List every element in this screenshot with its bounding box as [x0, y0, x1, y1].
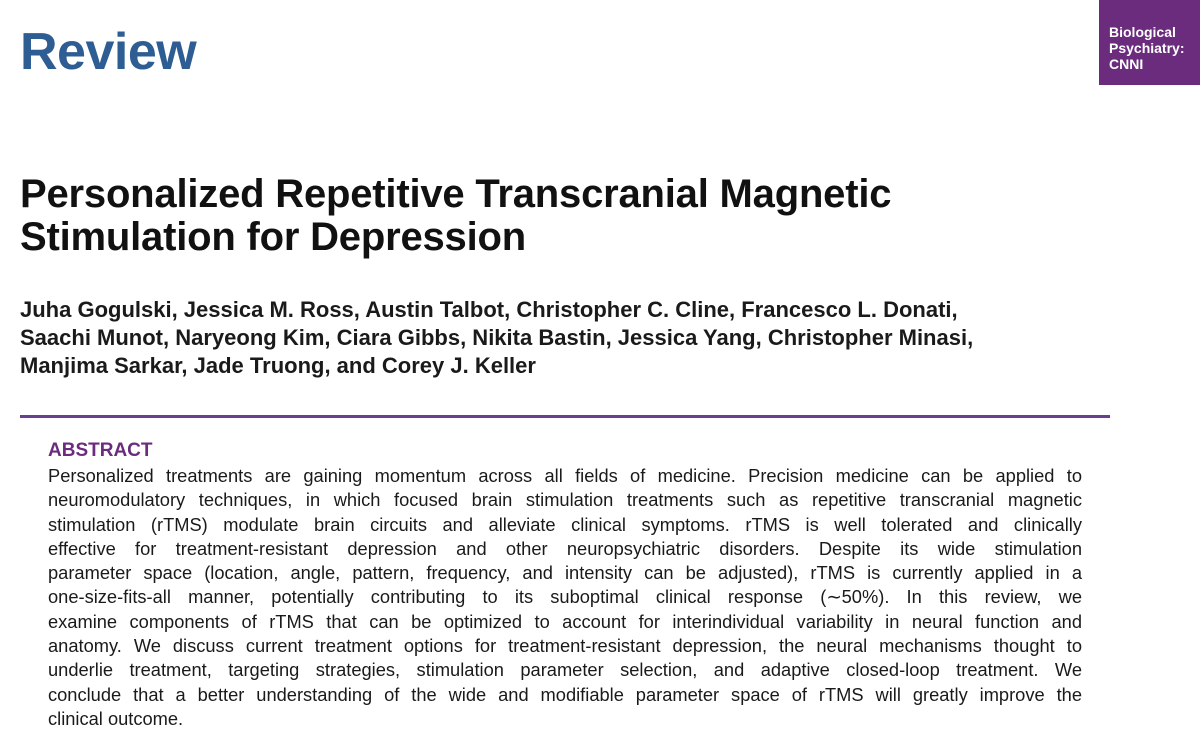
journal-badge-line: CNNI: [1109, 56, 1144, 72]
abstract-line: clinical outcome.: [48, 707, 184, 729]
author-list: [20, 296, 1100, 380]
abstract-line: one-size-fits-all manner, potentially contributing to its suboptimal clinical response (∼50%). In this review, we: [48, 586, 1082, 608]
article-title: [20, 173, 1090, 259]
abstract-line: neuromodulatory techniques, in which focused brain stimulation treatments such as repetitive transcranial magnetic: [48, 489, 1082, 511]
abstract-heading: ABSTRACT: [48, 440, 153, 461]
abstract-body: [48, 464, 1082, 731]
abstract-line: parameter space (location, angle, pattern, frequency, and intensity can be adjusted), rTMS is currently applied in a: [48, 562, 1082, 584]
journal-badge: [1099, 0, 1200, 85]
author-line: Saachi Munot, Naryeong Kim, Ciara Gibbs, Nikita Bastin, Jessica Yang, Christopher Minasi,: [20, 325, 974, 350]
abstract-line: effective for treatment-resistant depression and other neuropsychiatric disorders. Despite its wide stimulation: [48, 537, 1082, 559]
article-title-line: Stimulation for Depression: [20, 215, 526, 259]
abstract-line: underlie treatment, targeting strategies, stimulation parameter selection, and adaptive closed-loop treatment. We: [48, 659, 1082, 681]
journal-badge-line: Biological: [1109, 24, 1176, 40]
abstract-line: anatomy. We discuss current treatment options for treatment-resistant depression, the neural mechanisms thought to: [48, 635, 1082, 657]
journal-badge-line: Psychiatry:: [1109, 40, 1185, 56]
abstract-line: examine components of rTMS that can be optimized to account for interindividual variability in neural function and: [48, 610, 1082, 632]
author-line: Juha Gogulski, Jessica M. Ross, Austin Talbot, Christopher C. Cline, Francesco L. Donati,: [20, 297, 958, 322]
section-divider: [20, 415, 1110, 418]
author-line: Manjima Sarkar, Jade Truong, and Corey J. Keller: [20, 353, 536, 378]
abstract-line: Personalized treatments are gaining momentum across all fields of medicine. Precision medicine can be applied to: [48, 465, 1082, 486]
section-label: Review: [20, 23, 197, 81]
article-title-line: Personalized Repetitive Transcranial Magnetic: [20, 172, 892, 216]
abstract-line: stimulation (rTMS) modulate brain circuits and alleviate clinical symptoms. rTMS is well tolerated and clinically: [48, 513, 1082, 535]
abstract-line: conclude that a better understanding of the wide and modifiable parameter space of rTMS will greatly improve the: [48, 683, 1082, 705]
